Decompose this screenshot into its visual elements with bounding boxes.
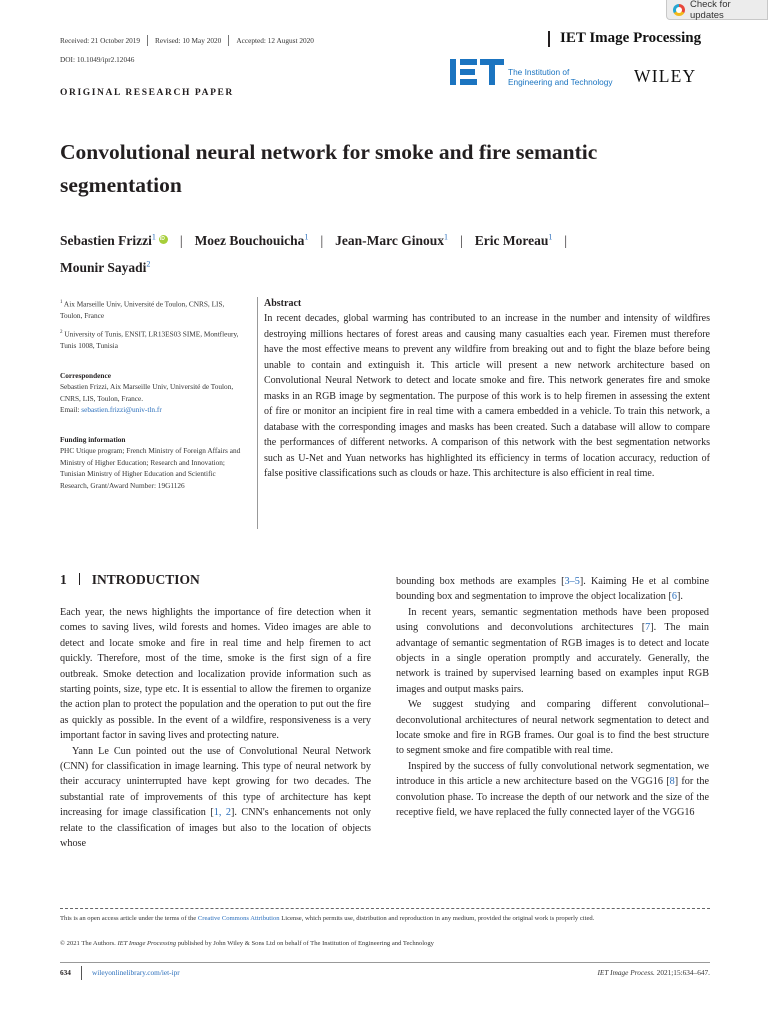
body-column-right	[396, 574, 709, 821]
article-title: Convolutional neural network for smoke and fire semantic segmentation	[60, 140, 598, 197]
author[interactable]: Moez Bouchouicha$^1$	[194, 232, 309, 248]
paragraph: In recent years, semantic segmentation methods have been proposed using convolutions and deconvolutions architectures [7]. The main advantage of semantic segmentation of RGB images is to detect and locate objects in a single operation promptly and accurately. Generally, the network is trained by supervised learning based on examples input RGB images and output masks pairs.	[396, 606, 709, 695]
citation-line: IET Image Process. 2021;15:634–647.	[597, 968, 710, 977]
received-date: Received: 21 October 2019	[60, 36, 141, 45]
article-type: ORIGINAL RESEARCH PAPER	[60, 88, 234, 98]
citation-link[interactable]: 1, 2	[213, 807, 231, 819]
license-note: This is an open access article under the terms of the Creative Commons Attribution License, which permits use, distribution and reproduction in any medium, provided the original work is properly cited.	[60, 915, 595, 922]
author[interactable]: Mounir Sayadi$^2$	[60, 259, 151, 275]
abstract-text: In recent decades, global warming has contributed to an increase in the number and intensity of wildfires destroying millions hectares of forest areas and causing many casualties each year. Firemen must therefore have the most effective means to prevent any wildfire from breaking out and to fight the blaze before being unable to contain and extinguish it. This article will present a new network architecture based on Convolutional Neural Network to detect and locate smoke and fire. This network generates fire and smoke masks in an RGB image by segmentation. The purpose of this work is to help firemen in assessing the extent of fire or monitor an incipient fire in real time with a camera embedded in a vehicle. To train this network, a database with the corresponding images and masks has been created. Such a database will allow to compare the performances of different networks. A comparison of this network with the best segmentation networks such as U-Net and Yuan networks has highlighted its efficiency in terms of location accuracy, reduction of false positive classifications such as clouds or haze. This architecture is also efficient in real time.	[264, 313, 710, 479]
paragraph: bounding box methods are examples [3–5]. Kaiming He et al combine bounding box and segmentation to improve the object localization [6].	[396, 576, 709, 603]
wiley-logo: WILEY	[634, 66, 697, 86]
orcid-icon[interactable]	[159, 235, 168, 244]
journal-site-link[interactable]: wileyonlinelibrary.com/iet-ipr	[92, 968, 180, 977]
funding-heading: Funding information	[60, 435, 126, 444]
iet-logo-icon	[450, 58, 506, 86]
journal-title[interactable]: IET Image Processing	[560, 30, 702, 46]
affiliation-2: $^2$ University of Tunis, ENSIT, LR13ES03 SIME, Montfleury, Tunis 1008, Tunisia	[60, 329, 239, 350]
citation-link[interactable]: 8	[669, 776, 675, 788]
paragraph: Yann Le Cun pointed out the use of Convolutional Neural Network (CNN) for classification in image learning. This type of neural network by their accuracy uninterrupted have kept growing for two decades. The substantial rate of improvements of this type of architecture has kept increasing for image classification [1, 2]. CNN's enhancements not only relate to the classification of images but also to the location of objects whose	[60, 745, 372, 850]
abstract-divider	[257, 297, 258, 529]
history-dates	[60, 36, 314, 47]
correspondence-text: Sebastien Frizzi, Aix Marseille Univ, Université de Toulon, CNRS, LIS, Toulon, France.	[60, 382, 234, 403]
revised-date: Revised: 10 May 2020	[155, 36, 222, 45]
journal-divider	[548, 31, 550, 47]
page-divider	[81, 966, 82, 980]
author-list: Sebastien Frizzi$^1$iD | Moez Bouchouicha$^1$ | Jean-Marc Ginoux$^1$ | Eric Moreau$^1$ | Mounir Sayadi$^2$	[60, 225, 700, 280]
affiliation-1: $^1$ Aix Marseille Univ, Université de Toulon, CNRS, LIS, Toulon, France	[60, 299, 225, 320]
copyright-note: © 2021 The Authors. IET Image Processing published by John Wiley & Sons Ltd on behalf of The Institution of Engineering and Technology	[60, 940, 434, 947]
funding	[60, 434, 245, 491]
check-for-updates-badge[interactable]	[666, 0, 768, 20]
iet-logo-text: The Institution of Engineering and Technology	[508, 67, 613, 87]
bottom-divider	[60, 962, 710, 963]
section-heading: 1 INTRODUCTION	[60, 572, 200, 587]
paragraph: Inspired by the success of fully convolutional network segmentation, we introduce in this article a new architecture based on the VGG16 [8] for the convolution phase. To increase the depth of our network and the size of the receptive field, we have replaced the fully connected layer of the VGG16	[396, 760, 709, 819]
author[interactable]: Jean-Marc Ginoux$^1$	[335, 232, 449, 248]
abstract-heading: Abstract	[264, 298, 302, 309]
body-column-left	[60, 605, 371, 852]
author[interactable]: Eric Moreau$^1$	[474, 232, 553, 248]
citation-link[interactable]: 3–5	[564, 576, 580, 587]
funding-text: PHC Utique program; French Ministry of Foreign Affairs and Ministry of Higher Education; Research and Innovation; Tunisian Ministry of Higher Education and Scientific Research, Grant/Award Number: 19G1126	[60, 446, 241, 490]
license-link[interactable]: Creative Commons Attribution	[197, 915, 280, 922]
author[interactable]: Sebastien Frizzi$^1$	[60, 232, 156, 248]
accepted-date: Accepted: 12 August 2020	[236, 36, 314, 45]
citation-link[interactable]: 7	[645, 622, 651, 634]
check-for-updates-label: Check for updates	[689, 0, 731, 21]
paragraph: We suggest studying and comparing different convolutional–deconvolutional architectures of neural network segmentation to detect and locate smoke and fire in RGB frames. Our goal is to find the best structure to segment smoke and fire compatible with real time.	[396, 699, 709, 757]
email-link[interactable]: sebastien.frizzi@univ-tln.fr	[81, 405, 162, 415]
doi[interactable]: DOI: 10.1049/ipr2.12046	[60, 55, 135, 64]
crossmark-icon	[673, 4, 685, 16]
correspondence: Correspondence Sebastien Frizzi, Aix Marseille Univ, Université de Toulon, CNRS, LIS, Toulon, France. Email: sebastien.frizzi@univ-tln.fr	[60, 370, 245, 416]
correspondence-heading: Correspondence	[60, 371, 111, 380]
footnote-divider	[60, 908, 710, 909]
page-number: 634	[60, 968, 71, 977]
citation-link[interactable]: 6	[671, 591, 677, 603]
paragraph: Each year, the news highlights the importance of fire detection when it comes to saving lives, wild forests and homes. Video images are able to detect and locate smoke and fire in real time and help firemen to act quickly. Therefore, most of the time, smoke is the first sign of a fire outbreak. Smoke detection and localization provide information such as starting points, size, type etc. It is essential to allow the firemen to organize the action plan to protect the population and the operation to put out the fire as quickly as possible. In the event of a wildfire, responsiveness is a very important factor in saving lives and protecting nature.	[60, 607, 371, 742]
